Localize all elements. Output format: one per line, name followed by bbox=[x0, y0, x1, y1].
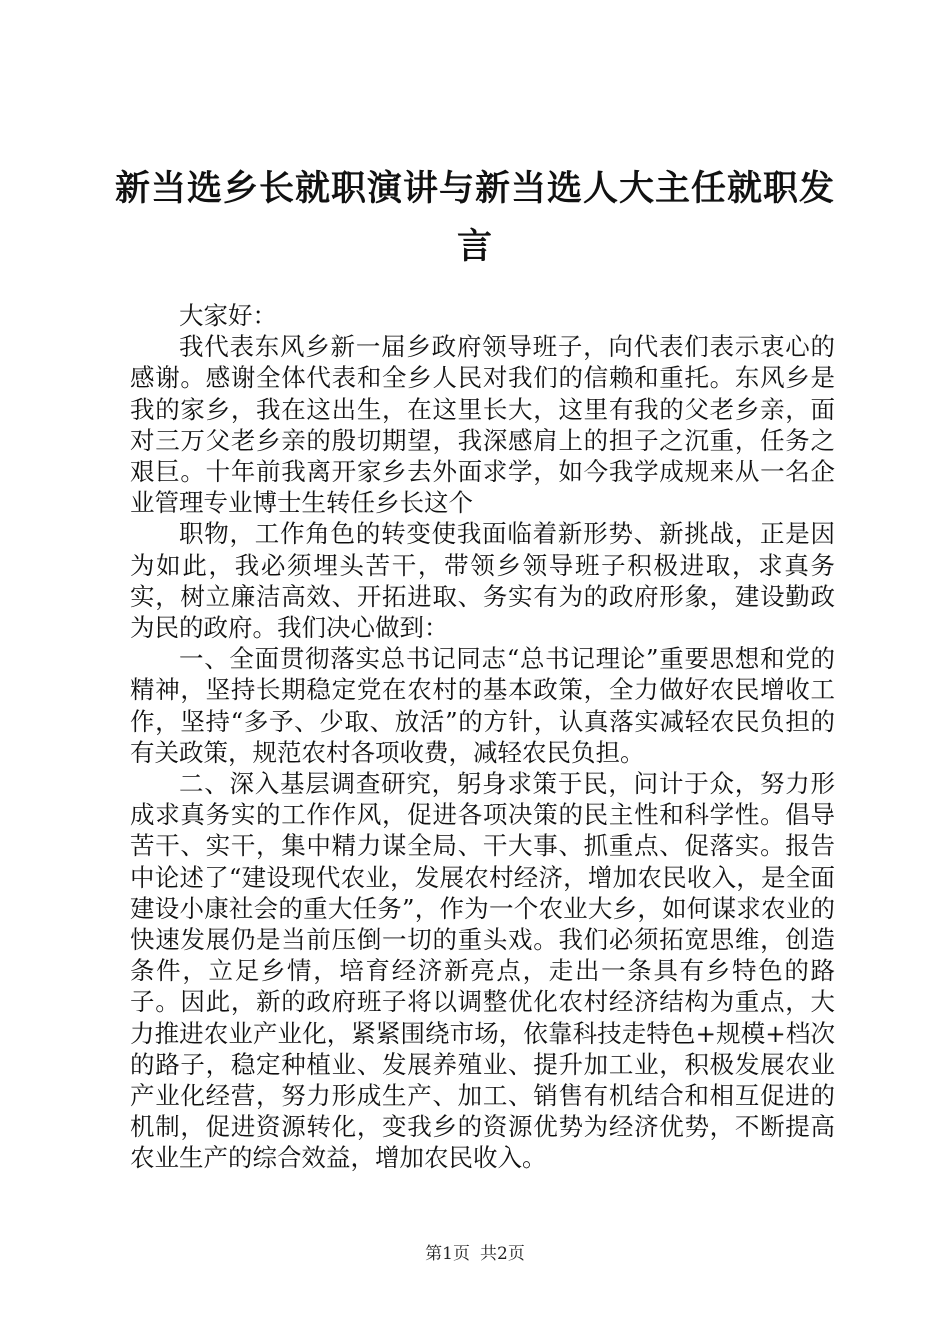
document-title: 新当选乡长就职演讲与新当选人大主任就职发言 bbox=[114, 168, 835, 267]
paragraph-point-one: 一、全面贯彻落实总书记同志“总书记理论”重要思想和党的精神，坚持长期稳定党在农村的基本政策，全力做好农民增收工作，坚持“多予、少取、放活”的方针，认真落实减轻农民负担的有关政策，规范农村各项收费，减轻农民负担。 bbox=[130, 644, 835, 767]
paragraph-greeting: 大家好： bbox=[179, 301, 277, 330]
document-body bbox=[130, 300, 835, 1174]
paragraph-resolve: 职物，工作角色的转变使我面临着新形势、新挑战，正是因为如此，我必须埋头苦干，带领乡领导班子积极进取，求真务实，树立廉洁高效、开拓进取、务实有为的政府形象，建设勤政为民的政府。我们决心做到： bbox=[130, 519, 835, 643]
paragraph-point-two: 二、深入基层调查研究，躬身求策于民，问计于众，努力形成求真务实的工作作风，促进各项决策的民主性和科学性。倡导苦干、实干，集中精力谋全局、干大事、抓重点、促落实。报告中论述了“建设现代农业，发展农村经济，增加农民收入，是全面建设小康社会的重大任务”，作为一个农业大乡，如何谋求农业的快速发展仍是当前压倒一切的重头戏。我们必须拓宽思维，创造条件，立足乡情，培育经济新亮点，走出一条具有乡特色的路子。因此，新的政府班子将以调整优化农村经济结构为重点，大力推进农业产业化，紧紧围绕市场，依靠科技走特色+规模+档次的路子，稳定种植业、发展养殖业、提升加工业，积极发展农业产业化经营，努力形成生产、加工、销售有机结合和相互促进的机制，促进资源转化，变我乡的资源优势为经济优势，不断提高农业生产的综合效益，增加农民收入。 bbox=[130, 769, 835, 1173]
page-number-current: 第1页 bbox=[425, 1244, 470, 1264]
paragraph-thanks: 我代表东风乡新一届乡政府领导班子，向代表们表示衷心的感谢。感谢全体代表和全乡人民对我们的信赖和重托。东风乡是我的家乡，我在这出生，在这里长大，这里有我的父老乡亲，面对三万父老乡亲的殷切期望，我深感肩上的担子之沉重，任务之艰巨。十年前我离开家乡去外面求学，如今我学成规来从一名企业管理专业博士生转任乡长这个 bbox=[130, 332, 835, 518]
page-number-total: 共2页 bbox=[480, 1244, 525, 1264]
page-footer bbox=[0, 1244, 950, 1264]
